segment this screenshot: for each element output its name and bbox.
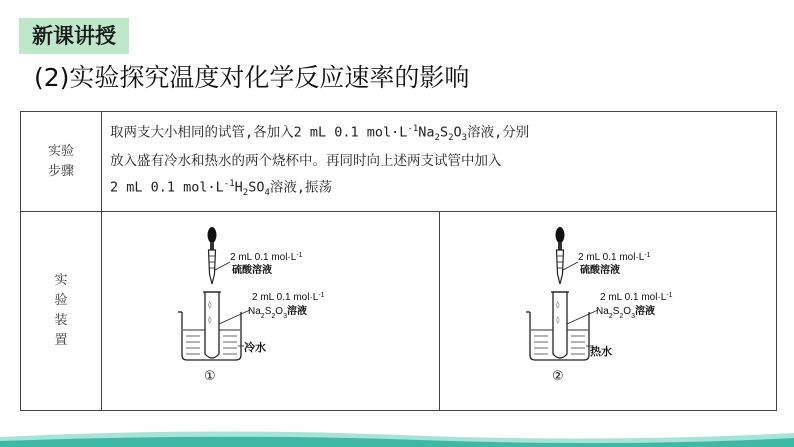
water-label-hot: 热水 xyxy=(589,345,612,359)
thio-label-cold: $Na_2S_2O_3$溶液 xyxy=(248,306,307,320)
apparatus-label-line4: 置 xyxy=(54,333,68,349)
dropper-icon xyxy=(556,250,563,284)
apparatus-cold-cell xyxy=(102,212,440,411)
steps-line-3: 2 mL 0.1 $mol\cdot L^{-1}H_2SO_4$溶液,振荡 xyxy=(110,179,333,199)
table-row-steps xyxy=(21,112,777,212)
apparatus-number-2: ② xyxy=(551,369,564,385)
thio-label-hot: $Na_2S_2O_3$溶液 xyxy=(595,306,655,320)
apparatus-label-cell xyxy=(21,212,102,411)
dropper-bulb-icon xyxy=(555,227,564,243)
steps-line-1: 取两支大小相同的试管,各加入2 mL 0.1 $mol\cdot L^{-1}Na_2S_2O_3$溶液,分别 xyxy=(110,124,530,144)
table-row-apparatus xyxy=(21,212,777,411)
svg-text:◊: ◊ xyxy=(555,316,559,325)
svg-text:2 mL 0.1 mol·L-1: 2 mL 0.1 $mol\cdot L^{-1}$ xyxy=(230,251,303,264)
steps-label-line1: 实验 xyxy=(47,143,74,159)
page-title: (2)实验探究温度对化学反应速率的影响 xyxy=(34,63,470,92)
svg-text:2 mL 0.1 mol·L-1: 2 mL 0.1 $mol\cdot L^{-1}$ xyxy=(599,291,673,304)
apparatus-cold-diagram xyxy=(102,212,429,410)
steps-label-line2: 步骤 xyxy=(47,163,74,179)
apparatus-hot-cell xyxy=(439,212,777,411)
acid-label-cold: 硫酸溶液 xyxy=(232,265,272,277)
dropper-icon xyxy=(209,250,216,284)
apparatus-hot-diagram xyxy=(440,212,790,410)
steps-line-2: 放入盛有冷水和热水的两个烧杯中。再同时向上述两支试管中加入 xyxy=(110,153,502,170)
svg-text:◊: ◊ xyxy=(555,301,559,310)
svg-text:2 mL 0.1 mol·L-1: 2 mL 0.1 $mol\cdot L^{-1}$ xyxy=(252,291,325,304)
svg-text:◊: ◊ xyxy=(208,316,212,325)
dropper-bulb-icon xyxy=(208,227,217,243)
experiment-table xyxy=(20,111,777,411)
apparatus-label-line3: 装 xyxy=(54,313,68,329)
steps-content-cell xyxy=(102,112,777,212)
water-label-cold: 冷水 xyxy=(244,341,266,355)
acid-label-hot: 硫酸溶液 xyxy=(579,265,620,277)
footer-wave-decoration xyxy=(0,425,794,447)
steps-label-cell xyxy=(21,112,102,212)
apparatus-number-1: ① xyxy=(204,369,216,385)
apparatus-label-line2: 验 xyxy=(54,293,68,309)
section-badge: 新课讲授 xyxy=(19,18,129,54)
svg-text:◊: ◊ xyxy=(208,301,212,310)
svg-text:2 mL 0.1 mol·L-1: 2 mL 0.1 $mol\cdot L^{-1}$ xyxy=(577,251,651,264)
apparatus-label-line1: 实 xyxy=(54,273,68,289)
